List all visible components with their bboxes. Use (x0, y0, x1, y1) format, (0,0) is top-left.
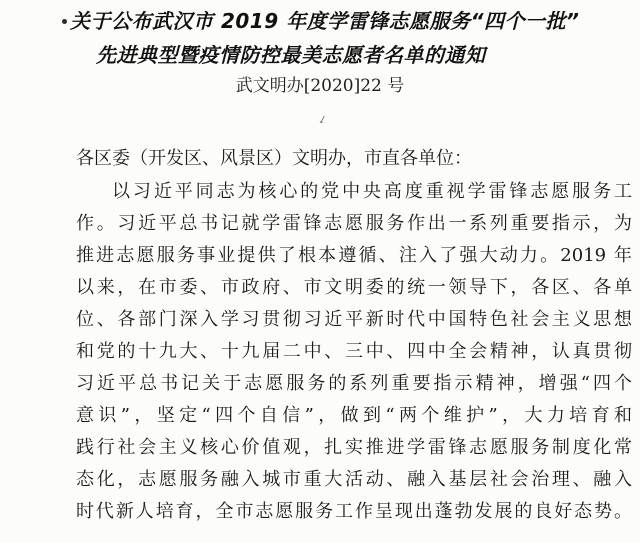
document-title-line-1: 关于公布武汉市 2019 年度学雷锋志愿服务“四个一批” (70, 9, 580, 33)
document-title-line-2: 先进典型暨疫情防控最美志愿者名单的通知 (96, 43, 486, 67)
scan-mark-icon: ↙ (316, 111, 330, 128)
body-line: 位、各部门深入学习贯彻习近平新时代中国特色社会主义思想 (76, 309, 632, 330)
body-line: 作。习近平总书记就学雷锋志愿服务作出一系列重要指示，为 (76, 213, 632, 234)
body-line: 意识”，坚定“四个自信”，做到“两个维护”，大力培育和 (76, 405, 632, 426)
body-paragraph (76, 176, 632, 528)
body-line: 以来，在市委、市政府、市文明委的统一领导下，各区、各单 (76, 277, 632, 298)
title-bullet-icon (62, 19, 67, 24)
body-line: 时代新人培育，全市志愿服务工作呈现出蓬勃发展的良好态势。 (76, 501, 632, 522)
body-line: 推进志愿服务事业提供了根本遵循、注入了强大动力。2019 年 (76, 245, 632, 266)
body-line: 习近平总书记关于志愿服务的系列重要指示精神，增强“四个 (76, 373, 632, 394)
salutation: 各区委（开发区、风景区）文明办，市直各单位： (76, 148, 472, 169)
body-line: 践行社会主义核心价值观，扎实推进学雷锋志愿服务制度化常 (76, 437, 632, 458)
body-line: 态化，志愿服务融入城市重大活动、融入基层社会治理、融入 (76, 469, 632, 490)
document-number: 武文明办[2020]22 号 (235, 76, 405, 96)
body-line: 以习近平同志为核心的党中央高度重视学雷锋志愿服务工 (112, 181, 632, 202)
body-line: 和党的十九大、十九届二中、三中、四中全会精神，认真贯彻 (76, 341, 632, 362)
